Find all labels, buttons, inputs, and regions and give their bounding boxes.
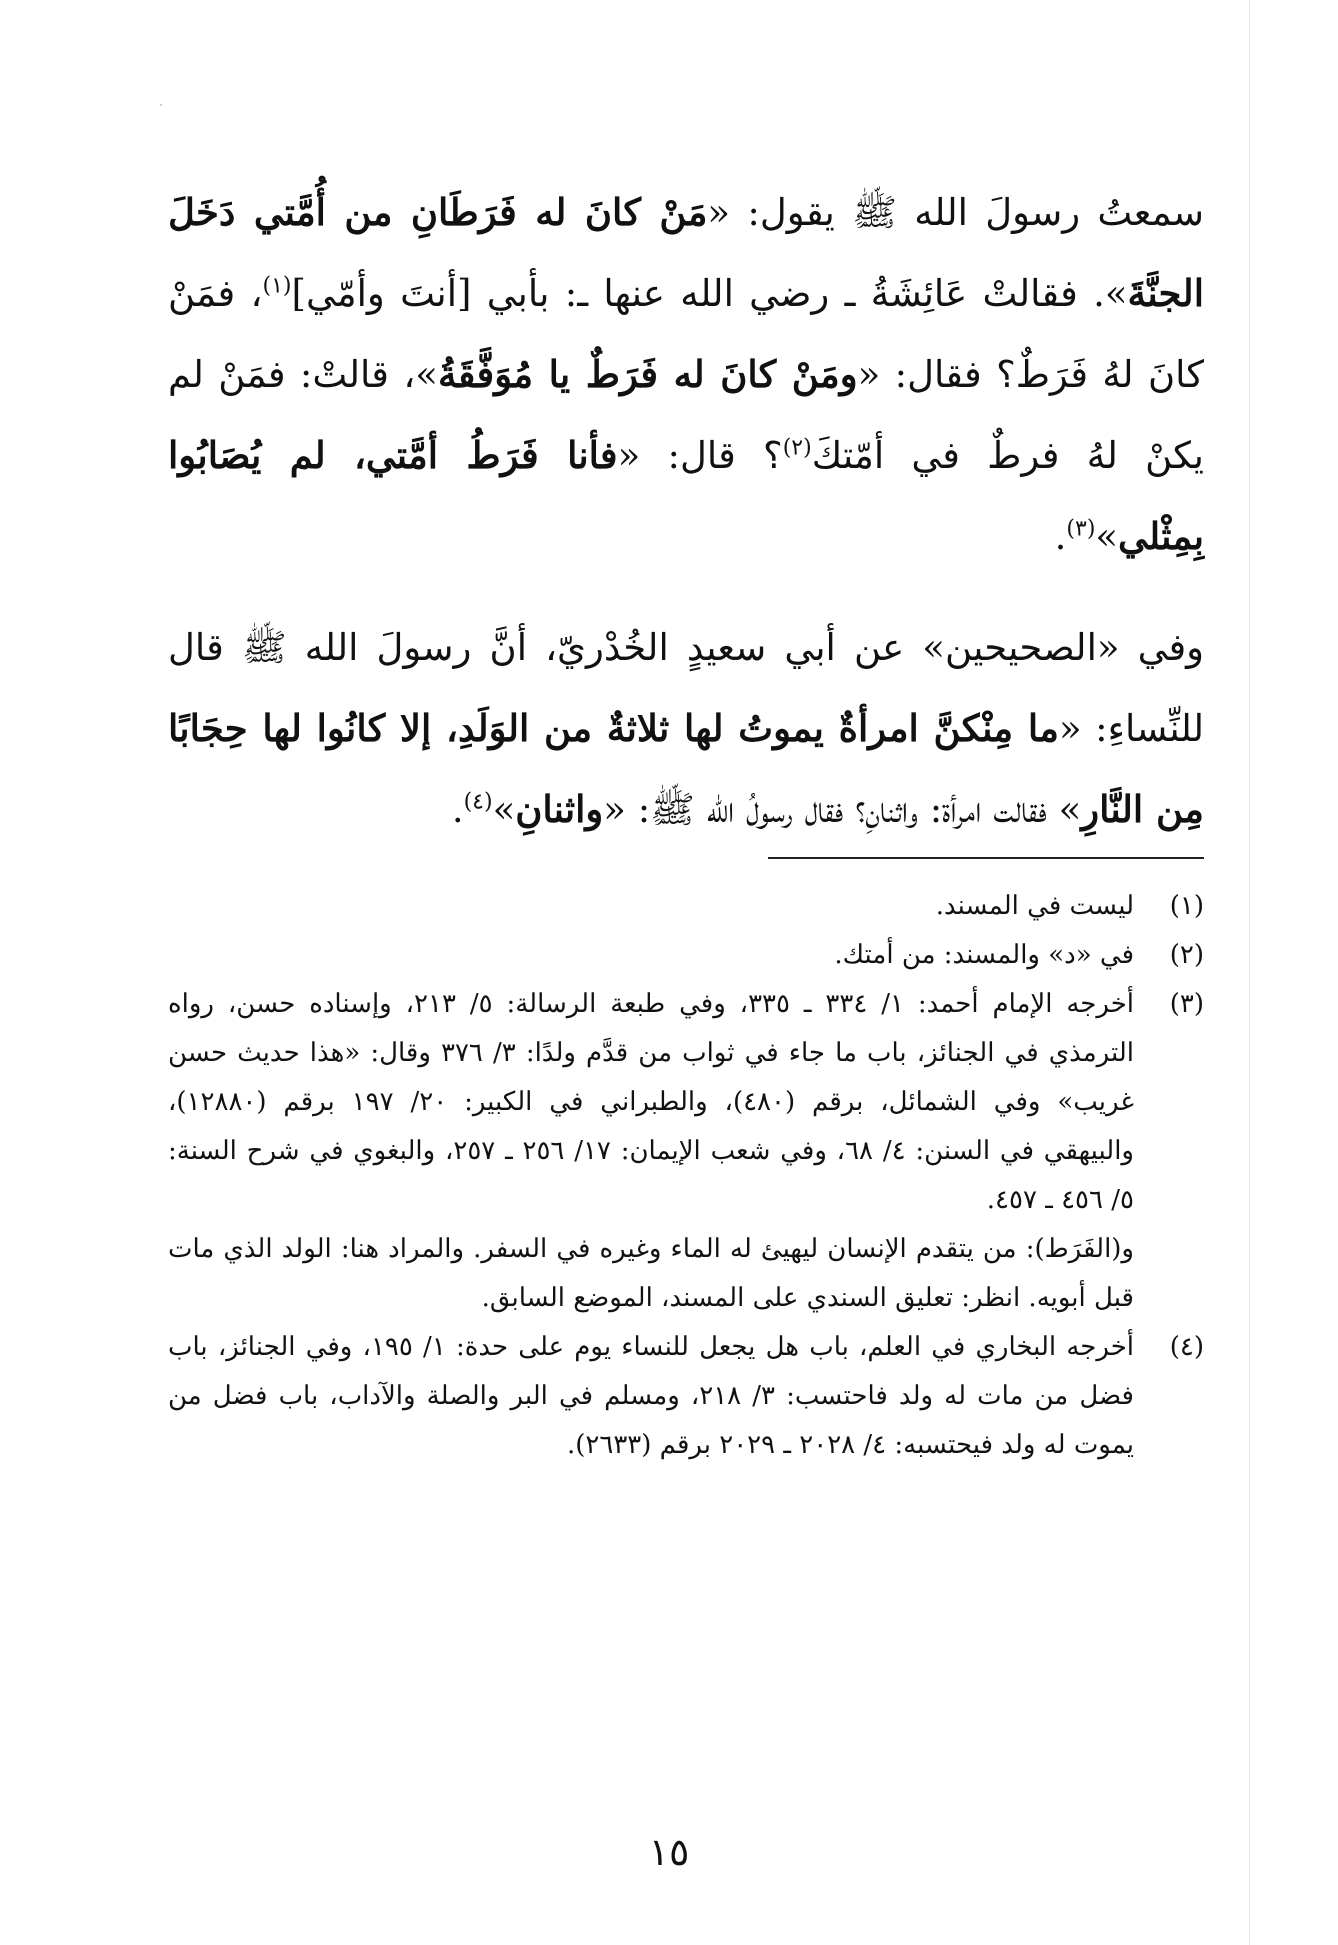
footnote-3: [168, 980, 1204, 1323]
paragraph-2: [168, 607, 1204, 850]
hadith-quote: مَنْ كانَ له فَرَطَانِ من أُمَّتي دَخَلَ الجنَّةَ: [168, 190, 1204, 315]
paragraph-1: [168, 172, 1204, 577]
footnote-ref[interactable]: (٣): [1066, 516, 1096, 542]
footnote-number: (١): [1169, 891, 1204, 921]
footnote-2: [168, 931, 1204, 980]
scan-mark: [160, 104, 162, 106]
page-edge-line: [1249, 0, 1250, 1945]
text-run: سمعتُ رسولَ الله ﷺ يقول: «: [707, 191, 1204, 234]
text-run: ، فمَنْ كانَ لهُ فَرَطٌ؟ فقال: «: [168, 272, 1204, 396]
footnote-ref[interactable]: (١): [262, 273, 292, 299]
main-text: [168, 172, 1204, 850]
footnote-paragraph: في «د» والمسند: من أمتك.: [834, 940, 1134, 970]
footnote-paragraph: أخرجه الإمام أحمد: ١/ ٣٣٤ ـ ٣٣٥، وفي طبعة الرسالة: ٥/ ٢١٣، وإسناده حسن، رواه الترمذي في الجنائز، باب ما جاء في ثواب من قدَّم ولدًا: ٣/ ٣٧٦ وقال: «هذا حديث حسن غريب» وفي الشمائل، برقم (٤٨٠)، والطبراني في الكبير: ٢٠/ ١٩٧ برقم (١٢٨٨٠)، والبيهقي في السنن: ٤/ ٦٨، وفي شعب الإيمان: ١٧/ ٢٥٦ ـ ٢٥٧، والبغوي في شرح السنة: ٥/ ٤٥٦ ـ ٤٥٧.: [168, 989, 1135, 1215]
text-run: » فقالت امرأة: واثنانِ؟ فقال رسولُ الله ﷺ: «: [603, 788, 1082, 831]
hadith-quote: فأنا فَرَطُ أمَّتي، لم يُصَابُوا بِمِثْلي: [168, 433, 1204, 558]
text-run: »، قالتْ: فمَنْ لم يكنْ لهُ فرطٌ في أمّتكَ: [168, 353, 1204, 477]
hadith-quote: ما مِنْكنَّ امرأةٌ يموتُ لها ثلاثةٌ من الوَلَدِ، إلا كانُوا لها حِجَابًا مِن النَّارِ: [168, 706, 1204, 831]
footnote-number: (٢): [1169, 940, 1204, 970]
hadith-quote: ومَنْ كانَ له فَرَطٌ يا مُوَفَّقَةُ: [437, 352, 858, 396]
text-run: »: [492, 788, 516, 831]
hadith-quote: واثنانِ: [515, 787, 604, 831]
footnote-paragraph: أخرجه البخاري في العلم، باب هل يجعل للنساء يوم على حدة: ١/ ١٩٥، وفي الجنائز، باب فضل من مات له ولد فاحتسب: ٣/ ٢١٨، ومسلم في البر والصلة والآداب، باب فضل من يموت له ولد فيحتسبه: ٤/ ٢٠٢٨ ـ ٢٠٢٩ برقم (٢٦٣٣).: [168, 1332, 1134, 1460]
footnote-number: (٤): [1169, 1332, 1204, 1362]
footnote-ref[interactable]: (٤): [463, 789, 493, 815]
footnote-number: (٣): [1169, 989, 1204, 1019]
text-run: .: [1054, 515, 1067, 558]
text-run: وفي «الصحيحين» عن أبي سعيدٍ الخُدْريّ، أنَّ رسولَ الله ﷺ قال للنِّساءِ: «: [168, 626, 1205, 750]
text-run: ». فقالتْ عَائِشَةُ ـ رضي الله عنها ـ: بأبي [أنتَ وأمّي]: [291, 272, 1128, 315]
footnote-ref[interactable]: (٢): [782, 435, 812, 461]
footnote-paragraph: ليست في المسند.: [935, 891, 1134, 921]
footnotes: [168, 882, 1204, 1470]
footnote-divider: [768, 857, 1204, 859]
footnote-1: [168, 882, 1204, 931]
footnote-4: [168, 1323, 1204, 1470]
footnote-text: [168, 980, 1134, 1323]
footnote-text: [168, 1323, 1134, 1470]
footnote-text: [168, 931, 1134, 980]
text-run: .: [451, 788, 464, 831]
footnote-paragraph: و(الفَرَط): من يتقدم الإنسان ليهيئ له الماء وغيره في السفر. والمراد هنا: الولد الذي مات قبل أبويه. انظر: تعليق السندي على المسند، الموضع السابق.: [168, 1234, 1134, 1313]
page-number: ١٥: [648, 1830, 690, 1874]
text-run: ؟ قال: «: [617, 434, 783, 477]
text-run: »: [1095, 515, 1119, 558]
footnote-text: [168, 882, 1134, 931]
